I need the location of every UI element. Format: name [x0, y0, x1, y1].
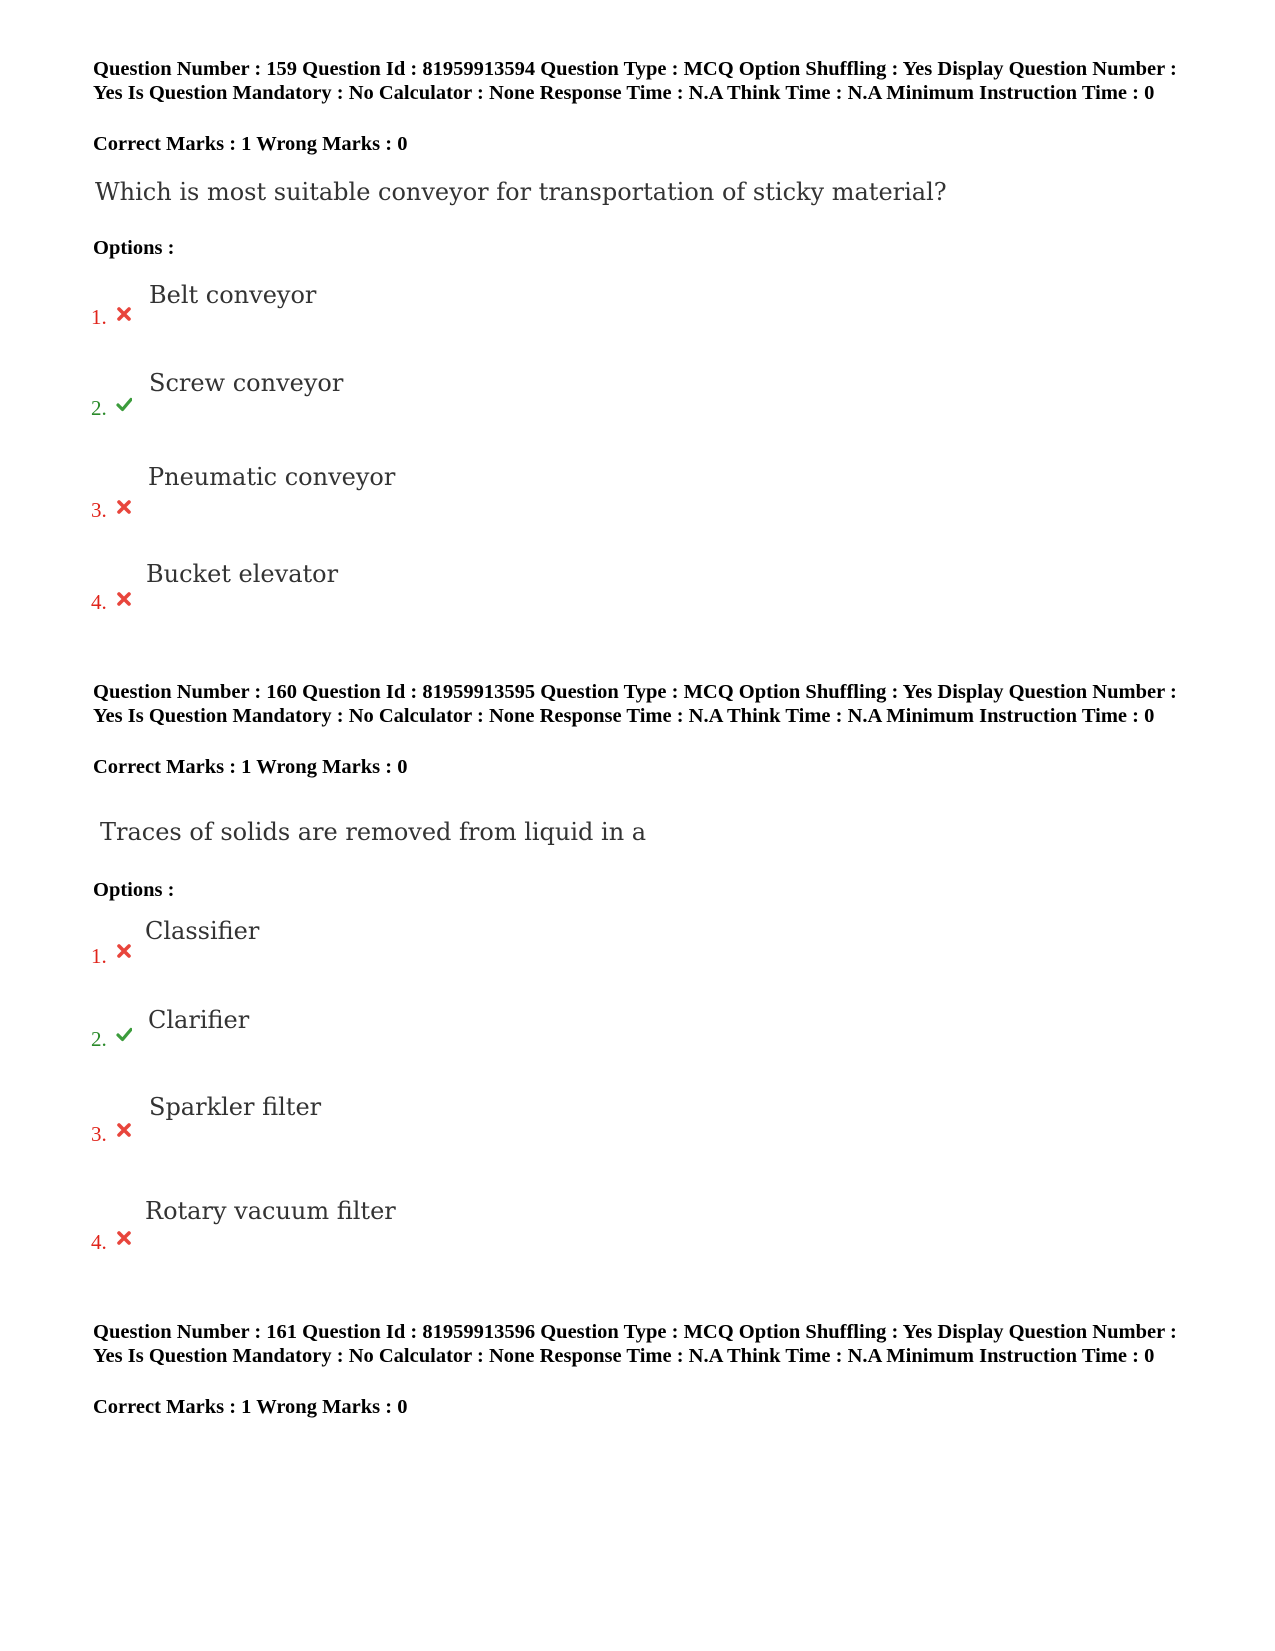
option-number: 2. — [91, 396, 107, 420]
option-number: 4. — [91, 590, 107, 614]
cross-icon — [116, 1122, 132, 1138]
option-label: Rotary vacuum filter — [145, 1197, 396, 1225]
question-marks: Correct Marks : 1 Wrong Marks : 0 — [93, 756, 408, 778]
options-heading: Options : — [93, 879, 175, 901]
question-marks: Correct Marks : 1 Wrong Marks : 0 — [93, 133, 408, 155]
option-label: Classifier — [145, 917, 260, 945]
cross-icon — [116, 306, 132, 322]
check-icon — [116, 396, 132, 412]
cross-icon — [116, 499, 132, 515]
option-label: Bucket elevator — [146, 560, 339, 588]
option-number: 1. — [91, 305, 107, 329]
option-number: 3. — [91, 1122, 107, 1146]
question-marks: Correct Marks : 1 Wrong Marks : 0 — [93, 1396, 408, 1418]
question-meta: Question Number : 160 Question Id : 81959913595 Question Type : MCQ Option Shuffling : Yes Display Question Number : Yes Is Question Mandatory : No Calculator : None Response Time : N.A Think Time : N.A Minimum Instruction Time : 0 — [93, 681, 1177, 727]
option-label: Pneumatic conveyor — [148, 463, 396, 491]
option-label: Sparkler filter — [149, 1093, 322, 1121]
option-label: Screw conveyor — [149, 369, 344, 397]
question-text: Which is most suitable conveyor for transportation of sticky material? — [95, 178, 947, 206]
question-meta: Question Number : 159 Question Id : 81959913594 Question Type : MCQ Option Shuffling : Yes Display Question Number : Yes Is Question Mandatory : No Calculator : None Response Time : N.A Think Time : N.A Minimum Instruction Time : 0 — [93, 58, 1177, 104]
option-number: 4. — [91, 1230, 107, 1254]
option-number: 3. — [91, 498, 107, 522]
option-label: Belt conveyor — [149, 281, 317, 309]
option-number: 1. — [91, 944, 107, 968]
question-meta: Question Number : 161 Question Id : 81959913596 Question Type : MCQ Option Shuffling : Yes Display Question Number : Yes Is Question Mandatory : No Calculator : None Response Time : N.A Think Time : N.A Minimum Instruction Time : 0 — [93, 1321, 1177, 1367]
options-heading: Options : — [93, 237, 175, 259]
cross-icon — [116, 1230, 132, 1246]
option-label: Clarifier — [148, 1006, 250, 1034]
check-icon — [116, 1026, 132, 1042]
option-number: 2. — [91, 1027, 107, 1051]
question-text: Traces of solids are removed from liquid in a — [100, 818, 647, 846]
cross-icon — [116, 591, 132, 607]
cross-icon — [116, 943, 132, 959]
